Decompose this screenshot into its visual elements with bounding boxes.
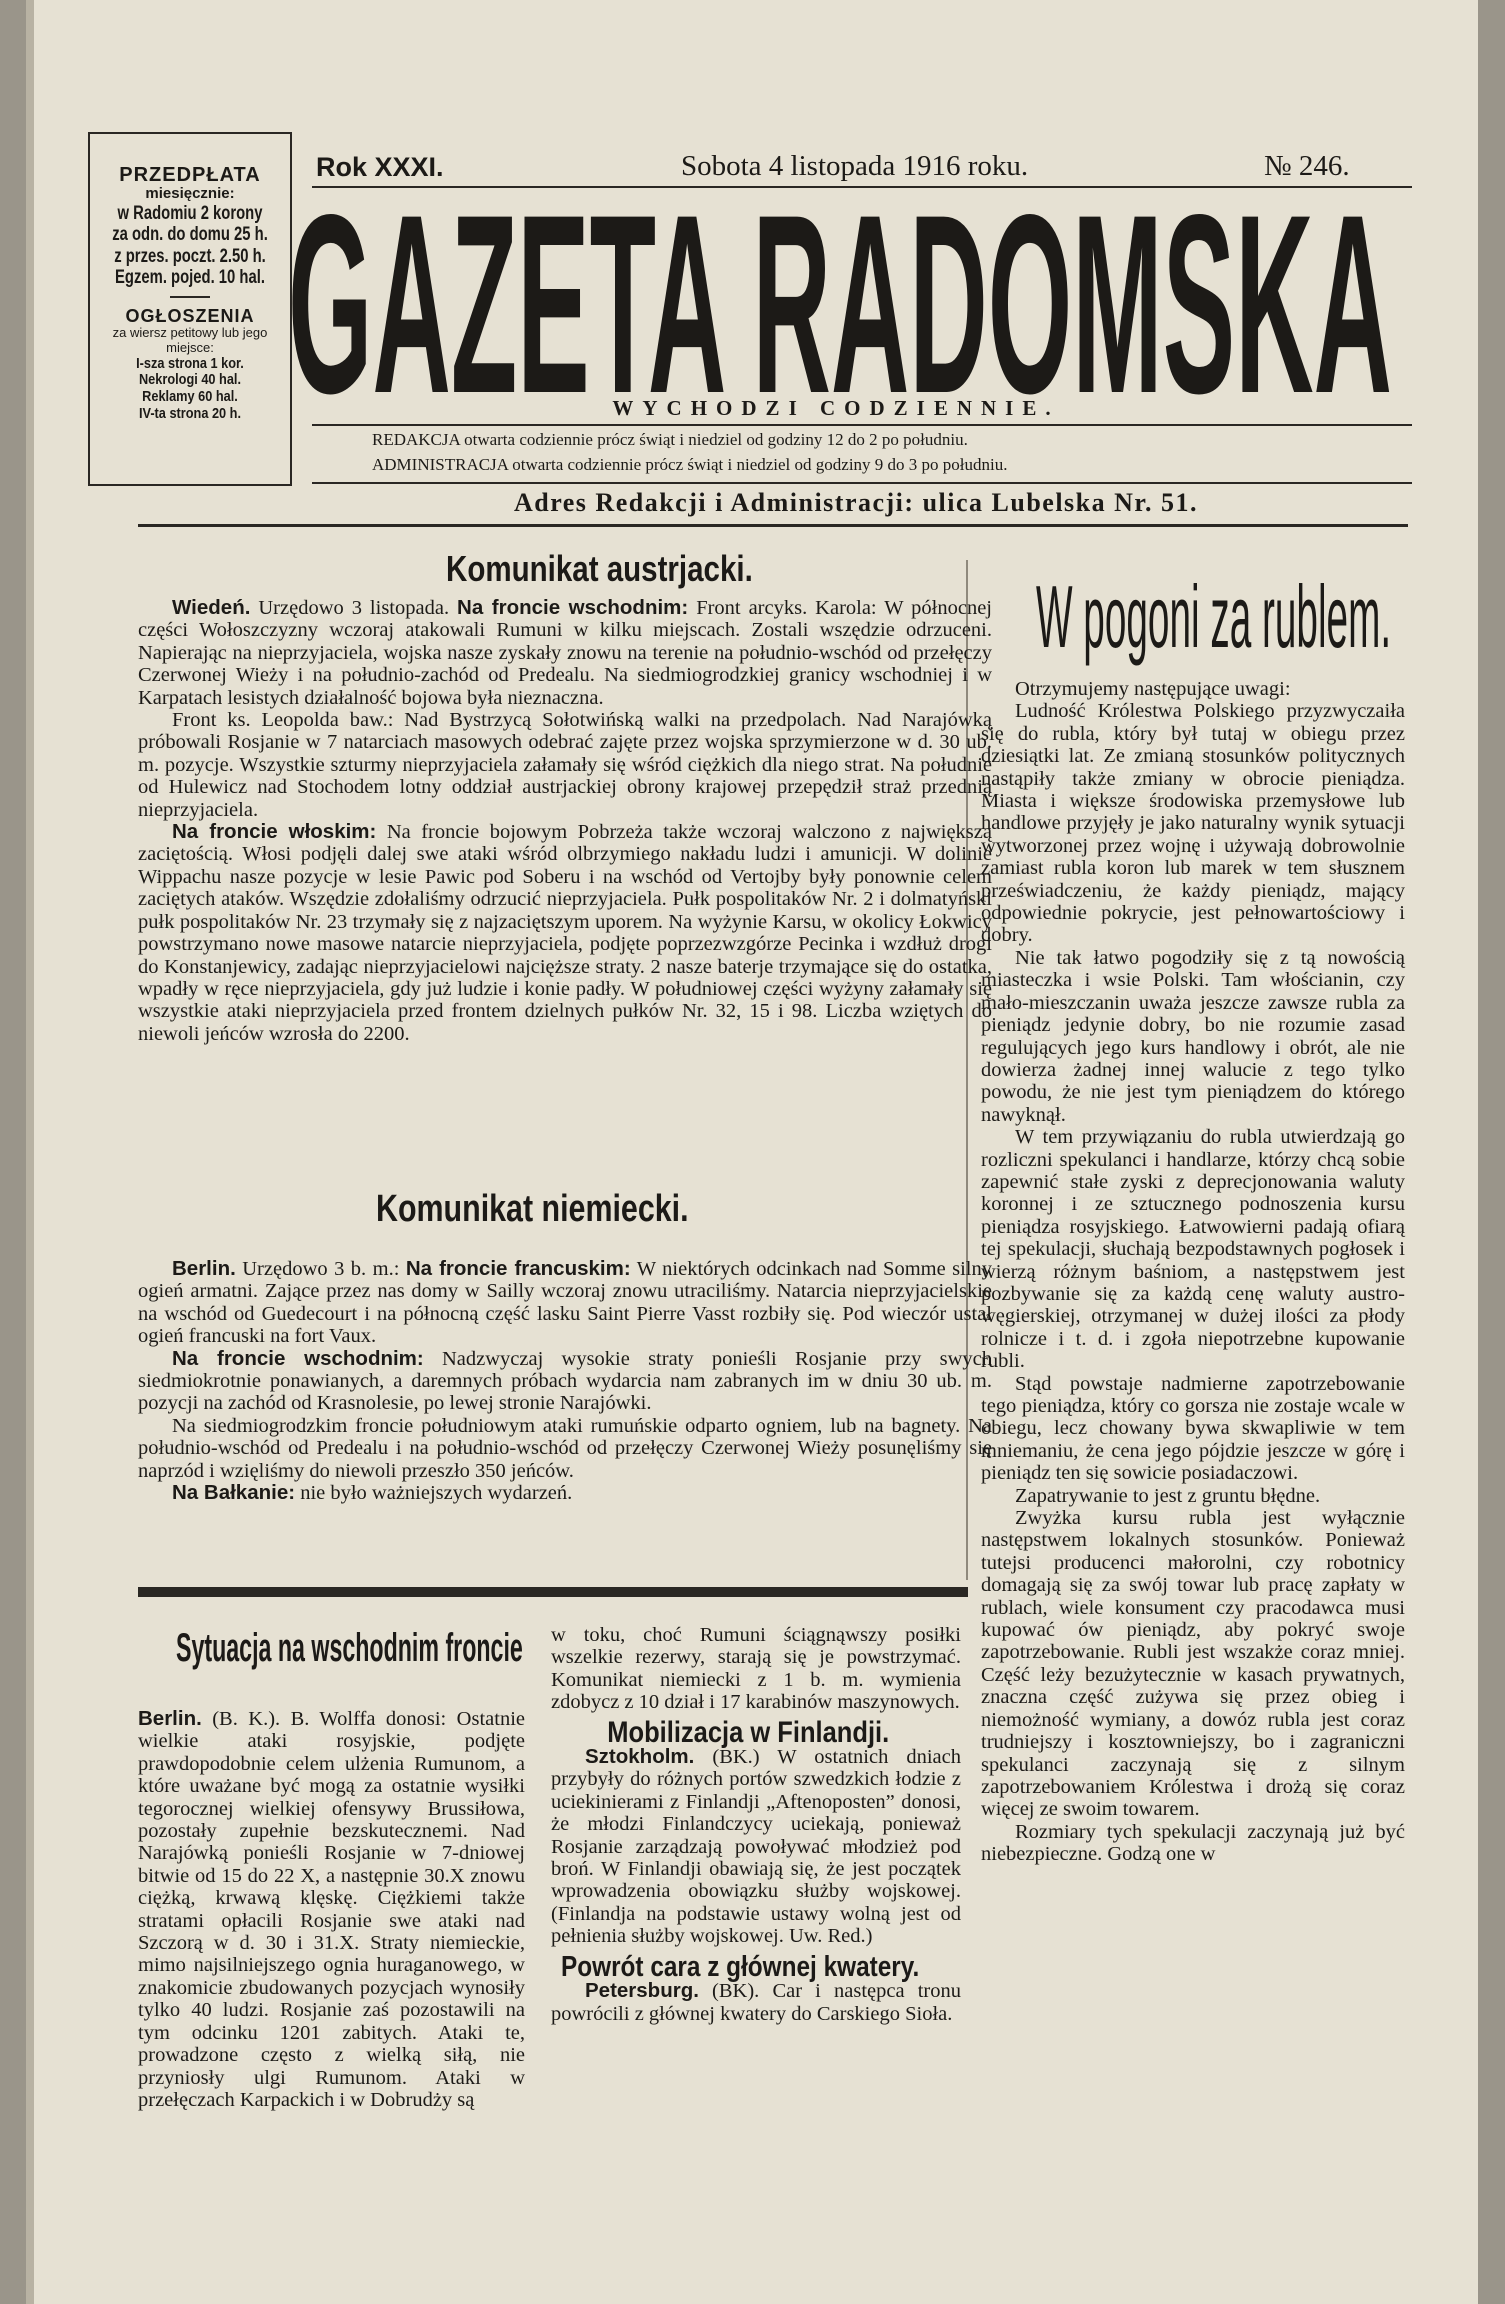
office-hours-administration: ADMINISTRACJA otwarta codziennie prócz świąt i niedziel od godziny 9 do 3 po południu. xyxy=(372,455,1008,474)
header-divider xyxy=(138,524,1408,527)
article-title-finland-mobilization: Mobilizacja w Finlandji. xyxy=(607,1715,890,1749)
article-body-austrian-communique: Wiedeń. Urzędowo 3 listopada. Na froncie wschodnim: Front arcyks. Karola: W północnej części Wołoszczyzny wczoraj atakowali Rumuni w kilku miejscach. Zostali wszędzie odrzuceni. Napierając na nieprzyjaciela, wojska nasze zyskały znowu na terenie na południo-wschód od przełęczy Czerwonej Wieży i na południo-zachód od Predealu. Na siedmiogrodzkiej granicy wschodniej i w Karpatach lesistych działalność bojowa była nieznaczna. Front ks. Leopolda baw.: Nad Bystrzycą Sołotwińską walki na przedpolach. Nad Narajówką próbowali Rosjanie w 7 natarciach masowych odebrać zajęte przez wojska sprzymierzone w d. 30 ub. m. pozycje. Wszystkie szturmy nieprzyjaciela załamały się wśród ciężkich dla niego strat. Na południe od Hulewicz nad Stochodem lotny oddział austrjackiej obrony krajowej przepędził straż przednią nieprzyjaciela. Na froncie włoskim: Na froncie bojowym Pobrzeża także wczoraj walczono z największą zaciętością. Włosi podjęli dalej swe ataki wśród olbrzymiego nakładu ludzi i amunicji. W dolinie Wippachu nasze pozycje w lesie Pawic pod Soberu i na wschód od Vertojby były ponownie celem zaciętych ataków. Wszędzie zdołaliśmy odrzucić nieprzyjaciela. Pułk pospolitaków Nr. 2 i dolmatyński pułk pospolitaków Nr. 23 trzymały się z najzaciętszym uporem. Na wyżynie Karsu, w okolicy Łokwicy powstrzymano nowe masowe natarcie nieprzyjaciela, podjęte poprzezwzgórze Pecinka i wzdłuż drogi do Konstanjewicy, zadając nieprzyjacielowi najcięższe straty. 2 nasze baterje trzymające się do ostatka, wpadły w ręce nieprzyjaciela, gdy już ludzie i konie padły. W południowej części wyżyny załamały się wszystkie ataki nieprzyjaciela przed frontem dzielnych pułków Nr. 32, 15 i 98. Liczba wziętych do niewoli jeńców wzrosła do 2200. xyxy=(138,596,992,1045)
subscription-box xyxy=(88,132,292,486)
subscription-heading: PRZEDPŁATA xyxy=(119,164,261,186)
lead: Sztokholm. xyxy=(585,1745,695,1769)
ads-sub: za wiersz petitowy lub jego miejsce: xyxy=(112,325,268,355)
masthead-rule xyxy=(312,424,1412,426)
subscription-sub: miesięcznie: xyxy=(145,185,235,203)
subscription-line: Egzem. pojed. 10 hal. xyxy=(115,266,265,288)
lead: Na froncie francuskim: xyxy=(405,1257,631,1280)
ads-line: Reklamy 60 hal. xyxy=(142,388,238,406)
subscription-line: w Radomiu 2 korony xyxy=(117,203,263,225)
article-title-german-communique: Komunikat niemiecki. xyxy=(376,1188,689,1230)
article-title-eastern-front: Sytuacja na wschodnim froncie xyxy=(176,1626,523,1670)
article-body-chasing-the-ruble: Otrzymujemy następujące uwagi: Ludność Królestwa Polskiego przyzwyczaiła się do rubla, który był tutaj w obiegu przez dziesiątki lat. Ze zmianą stosunków politycznych nastąpiły także zmiany w obrocie pieniądza. Miasta i większe środowiska przemysłowe lub handlowe przyjęły je jako naturalny wynik sytuacji wytworzonej przez wojnę i używają dobrowolnie zamiast rubla koron lub marek w tem słusznem przeświadczeniu, że każdy pieniądz, mający odpowiednie pokrycie, jest pełnowartościowy i dobry. Nie tak łatwo pogodziły się z tą nowością miasteczka i wsie Polski. Tam włościanin, czy mało-mieszczanin uważa jeszcze zawsze rubla za pieniądz jedynie dobry, bo nie rozumie zasad regulujących jego kurs handlowy i obrót, ale nie dowierza żadnej innej walucie z tego tylko powodu, że nie jest tym pieniądzem do którego nawyknął. W tem przywiązaniu do rubla utwierdzają go rozliczni spekulanci i handlarze, którzy chcą sobie zapewnić stałe zyski z deprecjonowania waluty koronnej i ze sztucznego podnoszenia kursu pieniądza rosyjskiego. Łatwowierni padają ofiarą tej spekulacji, słuchają bezpodstawnych pogłosek i wierzą różnym baśniom, a następstwem jest pozbywanie się za każdą cenę waluty austro-węgierskiej, otrzymanej w dużej ilości za płody rolnicze i t. d. i zgoła niepotrzebne kupowanie rubli. Stąd powstaje nadmierne zapotrzebowanie tego pieniądza, który co gorsza nie zostaje wcale w obiegu, lecz chowany bywa skwapliwie w tem mniemaniu, że cena jego pójdzie jeszcze w górę i pieniądz ten się sowicie posiadaczowi. Zapatrywanie to jest z gruntu błędne. Zwyżka kursu rubla jest wyłącznie następstwem lokalnych stosunków. Ponieważ tutejsi producenci małorolni, czy robotnicy domagają się za swój towar lub pracę zapłaty w rublach, wiele konsument czy pracodawca musi kupować ów pieniądz, aby pokryć swoje zapotrzebowanie. Rubli jest wszakże coraz mniej. Część leży bezużytecznie w kasach prywatnych, znaczna część zużywa się przez obieg i niemożność wymiany, a dowóz rubla jest coraz trudniejszy i kosztowniejszy, bo i zagraniczni spekulanci zaczynają się z silnym zapotrzebowaniem Królestwa i drożą się coraz więcej ze swoim towarem. Rozmiary tych spekulacji zaczynają już być niebezpieczne. Godzą one w xyxy=(981,678,1405,1866)
lead: Berlin. xyxy=(172,1257,236,1280)
subscription-line: z przes. poczt. 2.50 h. xyxy=(114,245,266,267)
ads-line: IV-ta strona 20 h. xyxy=(138,404,242,422)
lead: Wiedeń. xyxy=(172,596,251,619)
article-body-tsar-return: (BK). Car i następca tronu powrócili z głównej kwatery do Carskiego Sioła. xyxy=(551,1980,961,2025)
ads-heading: OGŁOSZENIA xyxy=(125,306,255,327)
newspaper-title-text: GAZETA RADOMSKA xyxy=(288,196,1392,401)
article-body-eastern-front: Berlin. (B. K.). B. Wolffa donosi: Ostatnie wielkie ataki rosyjskie, podjęte prawdopodobnie celem ulżenia Rumunom, a które uważane być mogą za ostatnie wysiłki tegorocznej wielkiej ofensywy Brussiłowa, pozostały zupełnie bezskutecznemi. Nad Narajówką ponieśli Rosjanie w 7-dniowej bitwie od 15 do 22 X, a następnie 30.X znowu ciężką, krwawą klęskę. Ciężkiemi także stratami opłacili Rosjanie swe ataki nad Szczorą w d. 30 i 31.X. Straty niemieckie, mimo najsilniejszego ognia huraganowego, w znakomicie zbudowanych pozycjach wynosiły tylko 40 ludzi. Rosjanie zaś pozostawili na tym odcinku 1201 zabitych. Ataki te, prowadzone często z wielką siłą, nie przyniosły ulgi Rumunom. Ataki w przełęczach Karpackich i w Dobrudży są xyxy=(138,1707,525,2111)
newspaper-page xyxy=(26,0,1478,2304)
ads-line: Nekrologi 40 hal. xyxy=(138,371,242,389)
article-body-german-communique: Berlin. Urzędowo 3 b. m.: Na froncie francuskim: W niektórych odcinkach nad Somme silny ogień armatni. Zające przez nas domy w Sailly wczoraj znowu utraciliśmy. Natarcia nieprzyjacielskie na wschód od Guedecourt i na północną część lasku Saint Pierre Vasst rozbiły się. Pod wieczór ustał ogień francuski na fort Vaux. Na froncie wschodnim: Nadzwyczaj wysokie straty ponieśli Rosjanie przy swych siedmiokrotnie ponawianych, a daremnych próbach wydarcia nam zabranych im w dniu 30 ub. m. pozycji na zachód od Krasnolesie, po lewej stronie Narajówki. Na siedmiogrodzkim froncie południowym ataki rumuńskie odparto ogniem, lub na bagnety. Na południo-wschód od Predealu i na południo-wschód od przełęczy Czerwonej Wieży posunęliśmy się naprzód i wzięliśmy do niewoli przeszło 350 jeńców. Na Bałkanie: nie było ważniejszych wydarzeń. xyxy=(138,1257,992,1505)
frequency-label: WYCHODZI CODZIENNIE. xyxy=(612,396,1060,420)
issue-number: № 246. xyxy=(1264,150,1350,182)
article-title-tsar-return: Powrót cara z głównej kwatery. xyxy=(561,1950,920,1983)
lead: Na froncie wschodnim: xyxy=(172,1346,424,1370)
office-hours-editorial: REDAKCJA otwarta codziennie prócz świąt i niedziel od godziny 12 do 2 po południu. xyxy=(372,430,968,449)
ads-line: I-sza strona 1 kor. xyxy=(136,354,244,372)
lead: Na froncie włoskim: xyxy=(172,820,377,844)
newspaper-title xyxy=(288,196,1392,401)
article-body-finland-mobilization: (BK.) W ostatnich dniach przybyły do różnych portów szwedzkich łodzie z uciekinierami z Finlandji „Aftenoposten” donosi, że młodzi Finlandczycy uciekają, ponieważ Rosjanie zarządzają powoływać młodzież pod broń. W Finlandji obawiają się, że jest początek wprowadzenia obowiązku służby wojskowej. (Finlandja na podstawie ustawy wolną jest od pełnienia służby wojskowej. Uw. Red.) xyxy=(551,1746,961,1948)
section-divider xyxy=(138,1587,968,1597)
lead: Na Bałkanie: xyxy=(172,1481,296,1505)
masthead-rule xyxy=(312,482,1412,484)
middle-column xyxy=(551,1624,961,2025)
subscription-line: za odn. do domu 25 h. xyxy=(112,224,268,246)
volume-label: Rok XXXI. xyxy=(316,152,444,182)
masthead-rule xyxy=(312,186,1412,188)
lead: Petersburg. xyxy=(585,1979,699,2003)
address-line: Adres Redakcji i Administracji: ulica Lubelska Nr. 51. xyxy=(513,488,1199,517)
subscription-divider xyxy=(170,296,210,298)
lead: Na froncie wschodnim: xyxy=(457,596,689,619)
article-title-austrian-communique: Komunikat austrjacki. xyxy=(446,548,753,589)
page-edge-shadow xyxy=(26,0,34,2304)
article-title-chasing-the-ruble: W pogoni za rublem. xyxy=(1036,567,1392,666)
article-body-eastern-front-continued: w toku, choć Rumuni ściągnąwszy posiłki wszelkie rezerwy, starają się je powstrzymać. Komunikat niemiecki z 1 b. m. wymienia zdobycz z 10 dział i 17 karabinów maszynowych. xyxy=(551,1624,961,1714)
issue-date: Sobota 4 listopada 1916 roku. xyxy=(681,150,1029,182)
lead: Berlin. xyxy=(138,1707,202,1730)
